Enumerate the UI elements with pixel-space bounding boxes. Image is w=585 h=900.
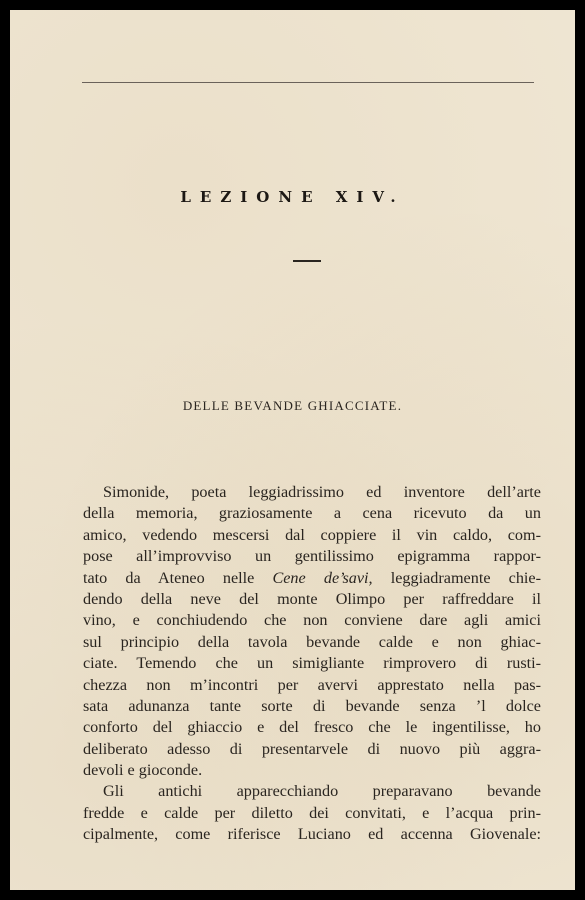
text-line: chezza non m’incontri per avervi apprestato nella pas- (83, 675, 541, 694)
body-text (83, 482, 541, 846)
text-line: dendo della neve del monte Olimpo per raffreddare il (83, 589, 541, 608)
text-line: fredde e calde per diletto dei convitati, e l’acqua prin- (83, 803, 541, 822)
text-line: devoli e gioconde. (83, 761, 203, 780)
text-line: tato da Ateneo nelle Cene de’savi, leggiadramente chie- (83, 568, 541, 587)
text-line: della memoria, graziosamente a cena ricevuto da un (83, 504, 541, 523)
text-line: Gli antichi apparecchiando preparavano bevande (103, 782, 541, 801)
text-line: ciate. Temendo che un simigliante rimprovero di rusti- (83, 654, 541, 673)
text-line: Simonide, poeta leggiadrissimo ed inventore dell’arte (103, 483, 541, 501)
book-page (10, 10, 575, 890)
chapter-title: LEZIONE XIV. (180, 188, 405, 206)
text-line: sata adunanza tante sorte di bevande senza ’l dolce (83, 696, 541, 715)
italic-title: Cene de’savi, (272, 568, 373, 587)
text-line: deliberato adesso di presentarvele di nuovo più aggra- (83, 739, 541, 758)
section-title: DELLE BEVANDE GHIACCIATE. (182, 398, 403, 413)
text-line: amico, vedendo mescersi dal coppiere il vin caldo, com- (83, 525, 541, 544)
text-line: cipalmente, come riferisce Luciano ed accenna Giovenale: (83, 825, 541, 844)
title-divider (293, 260, 321, 262)
running-head-rule (82, 82, 534, 83)
text-line: pose all’improvviso un gentilissimo epigramma rappor- (83, 547, 541, 566)
text-line: sul principio della tavola bevande calde e non ghiac- (83, 632, 541, 651)
text-line: vino, e conchiudendo che non conviene dare agli amici (83, 611, 541, 630)
text-line: conforto del ghiaccio e del fresco che le ingentilisse, ho (83, 718, 541, 737)
